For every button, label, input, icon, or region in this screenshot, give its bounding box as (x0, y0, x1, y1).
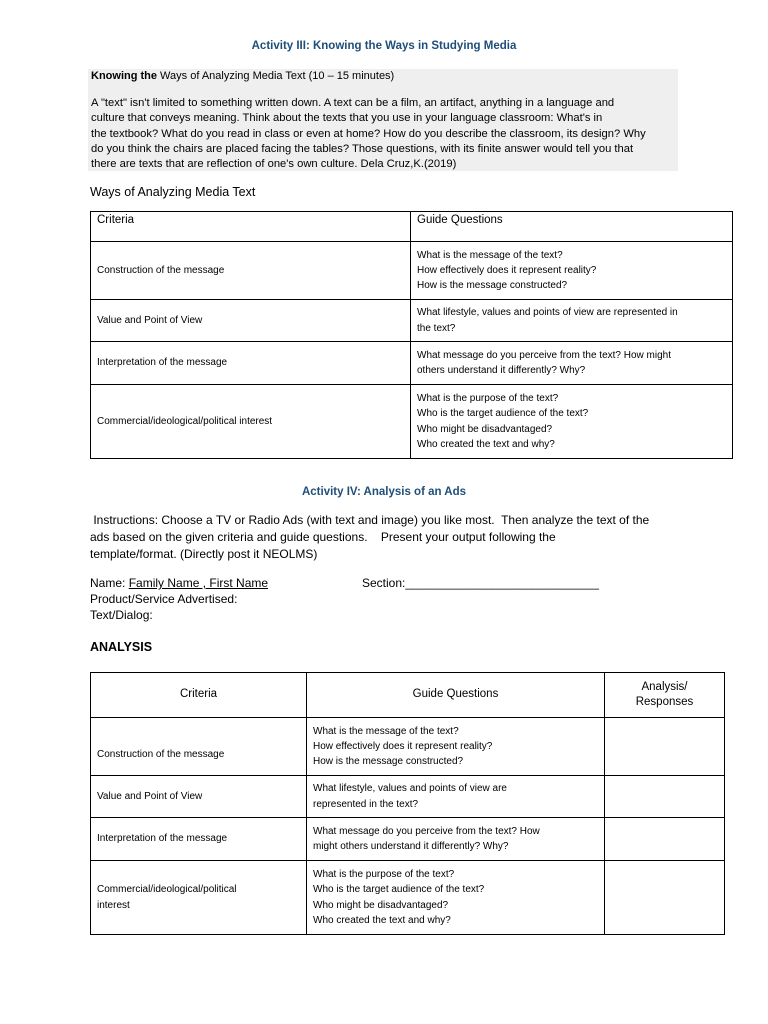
question: What message do you perceive from the text? How (313, 825, 540, 837)
criteria-cell (91, 718, 307, 776)
questions-cell (307, 776, 605, 818)
question: What is the purpose of the text? (417, 393, 559, 405)
questions-cell (307, 861, 605, 935)
question: What is the purpose of the text? (313, 869, 455, 881)
question: Who is the target audience of the text? (417, 408, 589, 420)
header-analysis-line1: Analysis/ (641, 680, 688, 693)
criteria-cell (91, 776, 307, 818)
criteria-cell (91, 861, 307, 935)
activity4-heading: Activity IV: Analysis of an Ads (301, 486, 467, 498)
table-row (91, 242, 733, 300)
question: others understand it differently? Why? (417, 365, 586, 376)
intro-title-bold: Knowing the (91, 70, 157, 82)
section-blank: _____________________________ (405, 576, 599, 590)
intro-title (91, 70, 394, 82)
header-guide-questions: Guide Questions (307, 673, 605, 718)
activity3-heading: Activity III: Knowing the Ways in Studying Media (251, 40, 517, 52)
table-row (91, 818, 725, 861)
questions-cell (307, 818, 605, 861)
criteria-cell: Construction of the message (91, 242, 411, 300)
response-cell[interactable] (605, 776, 725, 818)
header-analysis-line2: Responses (635, 696, 694, 708)
question: Who might be disadvantaged? (417, 423, 553, 435)
name-field (90, 576, 268, 590)
intro-box (88, 69, 678, 171)
header-criteria: Criteria (91, 212, 411, 242)
name-value: Family Name , First Name (128, 576, 269, 590)
question: How is the message constructed? (417, 280, 568, 292)
table-row (91, 300, 733, 342)
questions-cell (411, 300, 733, 342)
product-label: Product/Service Advertised: (90, 592, 238, 606)
criteria-cell (91, 818, 307, 861)
question: Who might be disadvantaged? (313, 899, 449, 911)
instruction-line: ads based on the given criteria and guide questions. Present your output following the (90, 530, 556, 544)
question: represented in the text? (313, 798, 419, 810)
question: Who created the text and why? (417, 438, 555, 450)
section-label: Section: (362, 576, 406, 590)
question: What lifestyle, values and points of view are represented in (417, 307, 678, 319)
question: What is the message of the text? (417, 249, 563, 261)
criteria-line: Construction of the message (97, 748, 225, 760)
question: How effectively does it represent reality? (417, 264, 597, 276)
criteria-cell: Interpretation of the message (91, 342, 411, 385)
criteria-cell: Value and Point of View (91, 300, 411, 342)
response-cell[interactable] (605, 861, 725, 935)
question: the text? (417, 322, 456, 334)
name-label: Name: (90, 576, 129, 590)
table1-title: Ways of Analyzing Media Text (90, 185, 256, 199)
instruction-line: Instructions: Choose a TV or Radio Ads (with text and image) you like most. Then analyze the text of the (90, 513, 650, 527)
table-header-row (91, 673, 725, 718)
table-row (91, 776, 725, 818)
intro-title-rest: Ways of Analyzing Media Text (10 – 15 minutes) (157, 70, 395, 82)
text-dialog-label: Text/Dialog: (90, 608, 153, 622)
table-row (91, 342, 733, 385)
question: What message do you perceive from the text? How might (417, 349, 672, 361)
instructions (90, 512, 690, 563)
response-cell[interactable] (605, 718, 725, 776)
questions-cell (411, 242, 733, 300)
table-row (91, 718, 725, 776)
criteria-cell: Commercial/ideological/political interest (91, 385, 411, 459)
criteria-line: Commercial/ideological/political (97, 884, 237, 896)
criteria-line: interest (97, 899, 130, 911)
intro-line: A "text" isn't limited to something written down. A text can be a film, an artifact, anything in a language and (91, 97, 615, 109)
section-field (362, 576, 599, 590)
response-cell[interactable] (605, 818, 725, 861)
intro-line: culture that conveys meaning. Think about the texts that you use in your language classroom: What's in (91, 112, 603, 125)
intro-line: do you think the chairs are placed facing the tables? Those questions, with its finite answer would tell you that (91, 142, 634, 155)
questions-cell (411, 385, 733, 459)
table-row (91, 385, 733, 459)
questions-cell (411, 342, 733, 385)
header-guide-questions: Guide Questions (411, 212, 733, 242)
table-header-row (91, 212, 733, 242)
criteria-line: Value and Point of View (97, 790, 203, 802)
question: Who is the target audience of the text? (313, 884, 485, 896)
question: might others understand it differently? Why? (313, 841, 509, 852)
table-row (91, 861, 725, 935)
analysis-title: ANALYSIS (90, 640, 153, 654)
question: What lifestyle, values and points of view are (313, 783, 507, 795)
criteria-line: Interpretation of the message (97, 833, 228, 845)
questions-cell (307, 718, 605, 776)
intro-paragraph (91, 96, 677, 172)
header-analysis (605, 673, 725, 718)
instruction-line: template/format. (Directly post it NEOLMS) (90, 547, 318, 561)
question: How effectively does it represent reality? (313, 740, 493, 752)
question: How is the message constructed? (313, 756, 464, 768)
question: Who created the text and why? (313, 914, 451, 926)
header-criteria: Criteria (91, 673, 307, 718)
ways-table (90, 211, 733, 459)
question: What is the message of the text? (313, 725, 459, 737)
intro-line: there are texts that are reflection of one's own culture. Dela Cruz,K.(2019) (91, 158, 457, 171)
intro-line: the textbook? What do you read in class or even at home? How do you describe the classroom, its design? Why (91, 127, 646, 140)
analysis-table (90, 672, 725, 935)
